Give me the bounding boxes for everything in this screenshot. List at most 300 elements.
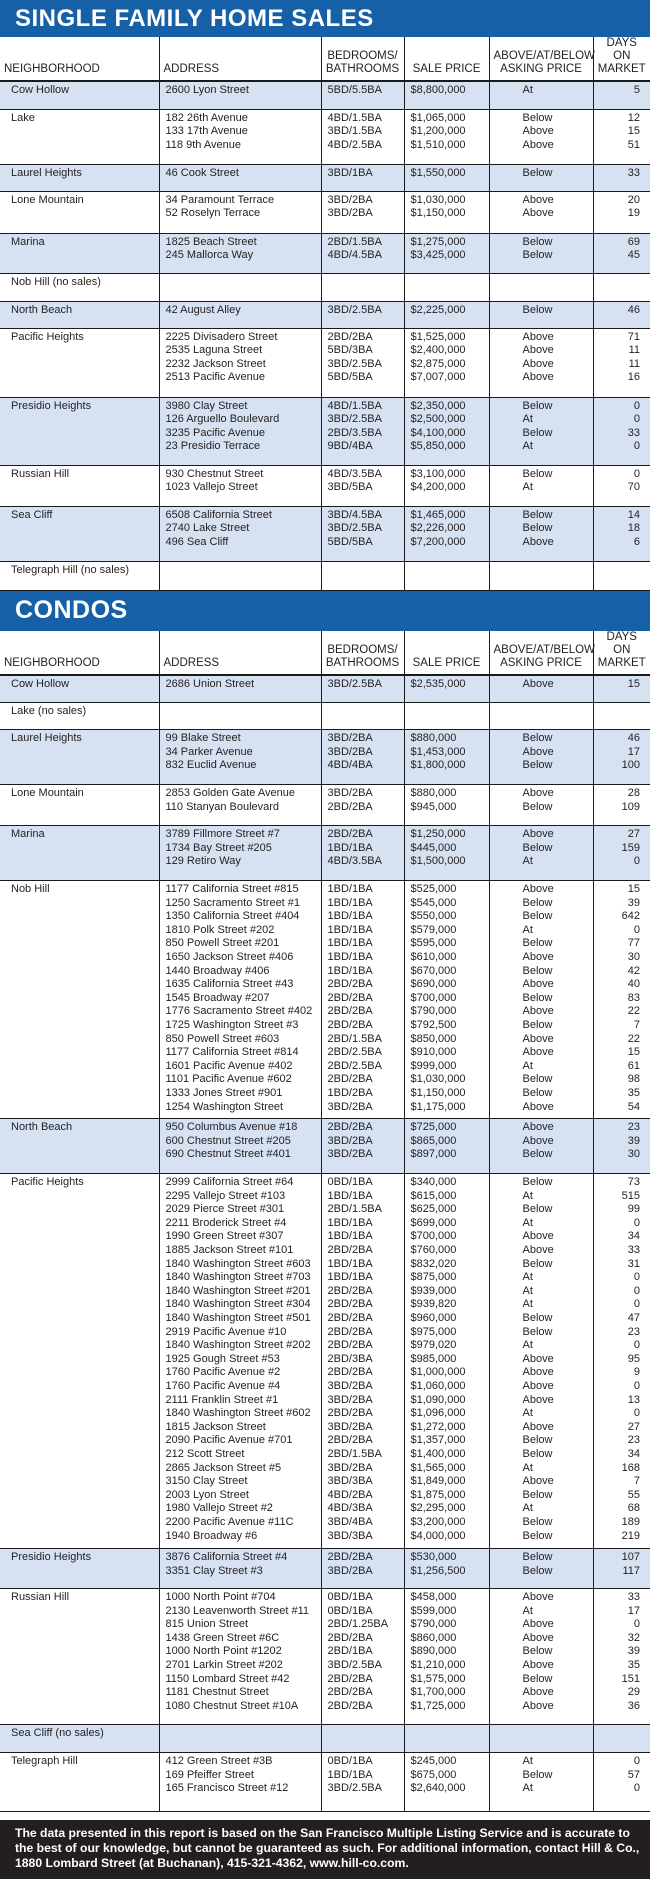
days-on-market: 151 bbox=[621, 1672, 640, 1685]
asking-comparison: At bbox=[522, 1755, 533, 1768]
asking-comparison: Below bbox=[522, 800, 553, 813]
sale-price: $910,000 bbox=[410, 1046, 457, 1059]
bed-bath: 1BD/1BA bbox=[327, 950, 373, 963]
bed-bath: 2BD/2BA bbox=[327, 1073, 373, 1086]
address: 690 Chestnut Street #401 bbox=[165, 1148, 291, 1161]
asking-comparison: At bbox=[522, 413, 533, 426]
asking-comparison: Below bbox=[522, 508, 553, 521]
sale-price: $3,425,000 bbox=[410, 249, 466, 262]
address: 2003 Lyon Street bbox=[165, 1488, 249, 1501]
address-cell bbox=[159, 1589, 321, 1725]
asking-comparison: Above bbox=[522, 1244, 554, 1257]
neighborhood-row bbox=[0, 1589, 650, 1725]
address: 2295 Vallejo Street #103 bbox=[165, 1189, 286, 1202]
asking-comparison: Above bbox=[522, 138, 554, 151]
asking-comparison: Below bbox=[522, 1564, 553, 1577]
days-on-market: 22 bbox=[627, 1005, 640, 1018]
days-on-market: 15 bbox=[627, 677, 640, 690]
days-on-market: 0 bbox=[633, 923, 640, 936]
address: 1080 Chestnut Street #10A bbox=[165, 1699, 299, 1712]
asking-comparison: Below bbox=[522, 303, 553, 316]
bed-bath: 2BD/2BA bbox=[327, 828, 373, 840]
bed-bath: 4BD/3BA bbox=[327, 1502, 373, 1515]
days-on-market: 117 bbox=[622, 1564, 640, 1577]
bedrooms-cell bbox=[321, 1753, 404, 1812]
days-on-market: 0 bbox=[633, 399, 640, 412]
asking-cell bbox=[489, 1174, 593, 1549]
price-cell bbox=[404, 561, 489, 590]
sale-price: $7,007,000 bbox=[410, 371, 466, 384]
address-cell bbox=[159, 1549, 321, 1589]
asking-comparison: Below bbox=[522, 467, 553, 480]
bedrooms-cell bbox=[321, 397, 404, 465]
days-on-market: 0 bbox=[633, 440, 640, 453]
price-cell bbox=[404, 826, 489, 881]
days-on-market: 30 bbox=[627, 1148, 640, 1161]
asking-comparison: Below bbox=[522, 964, 553, 977]
sale-price: $5,850,000 bbox=[410, 440, 466, 453]
bed-bath: 0BD/1BA bbox=[327, 1591, 373, 1604]
bed-bath: 2BD/2.5BA bbox=[327, 1046, 382, 1059]
bed-bath: 3BD/3BA bbox=[327, 1475, 373, 1488]
asking-comparison: Below bbox=[522, 1645, 553, 1658]
sale-price: $1,465,000 bbox=[410, 508, 466, 521]
asking-comparison: Below bbox=[522, 1257, 553, 1270]
column-header-line: ABOVE/AT/BELOW bbox=[493, 50, 595, 62]
asking-comparison: Below bbox=[522, 841, 553, 854]
bedrooms-cell bbox=[321, 1589, 404, 1725]
address: 2999 California Street #64 bbox=[165, 1176, 294, 1189]
neighborhood-name: Telegraph Hill (no sales) bbox=[0, 561, 159, 590]
days-on-market: 0 bbox=[633, 1782, 640, 1795]
column-header-days bbox=[593, 37, 650, 81]
neighborhood-row bbox=[0, 191, 650, 233]
sale-price: $445,000 bbox=[410, 841, 457, 854]
asking-cell bbox=[489, 164, 593, 191]
price-cell bbox=[404, 881, 489, 1119]
bed-bath: 2BD/2BA bbox=[327, 1018, 373, 1031]
address: 1885 Jackson Street #101 bbox=[165, 1244, 294, 1257]
days-on-market: 0 bbox=[633, 1298, 640, 1311]
asking-comparison: Above bbox=[522, 1380, 554, 1392]
price-cell bbox=[404, 703, 489, 730]
bed-bath: 3BD/2BA bbox=[327, 1148, 373, 1161]
address: 2130 Leavenworth Street #11 bbox=[165, 1604, 310, 1617]
bed-bath: 5BD/5BA bbox=[327, 535, 373, 548]
neighborhood-row bbox=[0, 164, 650, 191]
asking-cell bbox=[489, 465, 593, 506]
bed-bath: 2BD/1.5BA bbox=[327, 235, 382, 248]
address-cell bbox=[159, 703, 321, 730]
bed-bath: 2BD/1.25BA bbox=[327, 1618, 389, 1631]
neighborhood-name: Russian Hill bbox=[0, 1589, 159, 1725]
sale-price: $4,100,000 bbox=[410, 426, 466, 439]
sale-price: $1,060,000 bbox=[410, 1380, 466, 1392]
bed-bath: 1BD/1BA bbox=[327, 1271, 373, 1284]
days-on-market: 28 bbox=[627, 787, 640, 799]
sale-price: $1,500,000 bbox=[410, 855, 466, 868]
neighborhood-row bbox=[0, 826, 650, 881]
bed-bath: 5BD/5BA bbox=[327, 371, 373, 384]
price-cell bbox=[404, 109, 489, 164]
asking-comparison: Above bbox=[522, 1699, 554, 1712]
asking-comparison: Above bbox=[522, 1686, 554, 1699]
days-on-market: 16 bbox=[627, 371, 640, 384]
address: 1840 Washington Street #501 bbox=[165, 1312, 311, 1325]
days-on-market: 70 bbox=[627, 481, 640, 494]
sale-price: $1,200,000 bbox=[410, 125, 466, 138]
sale-price: $975,000 bbox=[410, 1325, 457, 1338]
address: 2111 Franklin Street #1 bbox=[165, 1393, 279, 1406]
bed-bath: 1BD/2BA bbox=[327, 1086, 373, 1099]
days-on-market: 11 bbox=[628, 344, 640, 357]
column-header-price bbox=[404, 37, 489, 81]
bed-bath: 3BD/2BA bbox=[327, 1393, 373, 1406]
neighborhood-row bbox=[0, 109, 650, 164]
bed-bath: 3BD/2.5BA bbox=[327, 522, 382, 535]
days-on-market: 0 bbox=[633, 855, 640, 868]
price-cell bbox=[404, 730, 489, 785]
bed-bath: 2BD/2BA bbox=[327, 1284, 373, 1297]
bed-bath: 4BD/3.5BA bbox=[327, 467, 382, 480]
sale-price: $860,000 bbox=[410, 1631, 457, 1644]
sale-price: $340,000 bbox=[410, 1176, 457, 1189]
sale-price: $2,875,000 bbox=[410, 357, 466, 370]
bed-bath: 2BD/3BA bbox=[327, 1352, 373, 1365]
days-cell bbox=[593, 109, 650, 164]
price-cell bbox=[404, 328, 489, 397]
bed-bath: 1BD/1BA bbox=[327, 923, 373, 936]
days-on-market: 642 bbox=[621, 910, 640, 923]
address: 2090 Pacific Avenue #701 bbox=[165, 1434, 293, 1447]
days-on-market: 68 bbox=[627, 1502, 640, 1515]
days-on-market: 0 bbox=[633, 1271, 640, 1284]
asking-comparison: At bbox=[522, 1782, 533, 1795]
days-on-market: 33 bbox=[627, 1591, 640, 1604]
sale-price: $4,000,000 bbox=[410, 1529, 466, 1542]
sale-price: $8,800,000 bbox=[410, 84, 466, 96]
column-header-line: ASKING PRICE bbox=[500, 656, 582, 669]
asking-cell bbox=[489, 81, 593, 109]
address: 1840 Washington Street #304 bbox=[165, 1298, 311, 1311]
address: 245 Mallorca Way bbox=[165, 249, 254, 262]
neighborhood-name: Telegraph Hill bbox=[0, 1753, 159, 1812]
days-on-market: 17 bbox=[627, 1604, 640, 1617]
sale-price: $1,256,500 bbox=[410, 1564, 466, 1577]
asking-cell bbox=[489, 273, 593, 301]
bedrooms-cell bbox=[321, 301, 404, 328]
bedrooms-cell bbox=[321, 1549, 404, 1589]
bed-bath: 4BD/2BA bbox=[327, 1488, 373, 1501]
address: 1150 Lombard Street #42 bbox=[165, 1672, 290, 1685]
asking-comparison: At bbox=[522, 84, 533, 96]
days-on-market: 109 bbox=[621, 800, 640, 813]
asking-comparison: Below bbox=[522, 1434, 553, 1447]
asking-comparison: Below bbox=[522, 1203, 553, 1216]
address: 2211 Broderick Street #4 bbox=[165, 1216, 287, 1229]
sale-price: $610,000 bbox=[410, 950, 457, 963]
days-on-market: 12 bbox=[627, 111, 640, 124]
asking-comparison: Above bbox=[522, 1100, 554, 1113]
days-on-market: 7 bbox=[633, 1475, 640, 1488]
address: 1635 California Street #43 bbox=[165, 978, 294, 991]
asking-comparison: Above bbox=[522, 1032, 554, 1045]
address: 1350 California Street #404 bbox=[165, 910, 300, 923]
bed-bath: 1BD/1BA bbox=[327, 896, 373, 909]
price-cell bbox=[404, 301, 489, 328]
days-cell bbox=[593, 506, 650, 561]
asking-cell bbox=[489, 109, 593, 164]
address: 6508 California Street bbox=[165, 508, 272, 521]
bed-bath: 2BD/2BA bbox=[327, 1005, 373, 1018]
column-header-neighborhood bbox=[0, 37, 159, 81]
address: 3789 Fillmore Street #7 bbox=[165, 828, 280, 840]
price-cell bbox=[404, 164, 489, 191]
table-body bbox=[0, 81, 650, 590]
bed-bath: 3BD/2BA bbox=[327, 1100, 373, 1113]
bedrooms-cell bbox=[321, 273, 404, 301]
bedrooms-cell bbox=[321, 233, 404, 273]
days-on-market: 19 bbox=[627, 207, 640, 220]
sales-table-sfh bbox=[0, 37, 650, 591]
bed-bath: 1BD/1BA bbox=[327, 910, 373, 923]
sale-price: $1,800,000 bbox=[410, 759, 466, 772]
neighborhood-row bbox=[0, 328, 650, 397]
column-header-text: ADDRESS bbox=[163, 656, 220, 669]
asking-comparison: Below bbox=[522, 759, 553, 772]
column-header-line: BATHROOMS bbox=[325, 63, 400, 75]
column-header-line: MARKET bbox=[597, 63, 646, 75]
days-on-market: 31 bbox=[627, 1257, 640, 1270]
days-on-market: 15 bbox=[627, 1046, 640, 1059]
asking-comparison: Below bbox=[522, 522, 553, 535]
address: 34 Paramount Terrace bbox=[165, 193, 275, 206]
days-on-market: 0 bbox=[633, 1407, 640, 1420]
bed-bath: 1BD/1BA bbox=[327, 1768, 373, 1781]
sale-price: $890,000 bbox=[410, 1645, 457, 1658]
days-on-market: 17 bbox=[627, 745, 640, 758]
sale-price: $760,000 bbox=[410, 1244, 457, 1257]
sale-price: $699,000 bbox=[410, 1216, 457, 1229]
sale-price: $865,000 bbox=[410, 1134, 457, 1147]
asking-comparison: Above bbox=[522, 1591, 554, 1604]
asking-comparison: Above bbox=[522, 950, 554, 963]
address: 850 Powell Street #201 bbox=[165, 937, 280, 950]
neighborhood-row bbox=[0, 785, 650, 826]
days-on-market: 515 bbox=[621, 1189, 640, 1202]
bed-bath: 2BD/1BA bbox=[327, 1645, 373, 1658]
price-cell bbox=[404, 465, 489, 506]
address: 1000 North Point #704 bbox=[165, 1591, 276, 1604]
address: 42 August Alley bbox=[165, 303, 241, 316]
address: 1734 Bay Street #205 bbox=[165, 841, 272, 854]
asking-comparison: Above bbox=[522, 1230, 554, 1243]
address: 1760 Pacific Avenue #2 bbox=[165, 1366, 281, 1379]
bed-bath: 2BD/2BA bbox=[327, 1244, 373, 1257]
bed-bath: 3BD/2BA bbox=[327, 193, 373, 206]
address: 2232 Jackson Street bbox=[165, 357, 266, 370]
price-cell bbox=[404, 1119, 489, 1174]
asking-cell bbox=[489, 826, 593, 881]
asking-comparison: Above bbox=[522, 1366, 554, 1379]
sale-price: $1,525,000 bbox=[410, 330, 466, 343]
bed-bath: 3BD/2.5BA bbox=[327, 1782, 382, 1795]
neighborhood-name: Pacific Heights bbox=[0, 328, 159, 397]
asking-cell bbox=[489, 1549, 593, 1589]
address: 1177 California Street #815 bbox=[165, 883, 299, 895]
bed-bath: 3BD/2BA bbox=[327, 787, 373, 799]
address: 212 Scott Street bbox=[165, 1447, 245, 1460]
sale-price: $525,000 bbox=[410, 883, 457, 895]
address-cell bbox=[159, 785, 321, 826]
bed-bath: 2BD/1.5BA bbox=[327, 1447, 382, 1460]
address: 1023 Vallejo Street bbox=[165, 481, 258, 494]
column-header-text: ADDRESS bbox=[163, 63, 220, 75]
sale-price: $1,030,000 bbox=[410, 1073, 466, 1086]
bedrooms-cell bbox=[321, 826, 404, 881]
sale-price: $1,510,000 bbox=[410, 138, 466, 151]
address: 99 Blake Street bbox=[165, 732, 241, 744]
bed-bath: 2BD/2BA bbox=[327, 1366, 373, 1379]
address: 1990 Green Street #307 bbox=[165, 1230, 284, 1243]
bed-bath: 1BD/1BA bbox=[327, 964, 373, 977]
days-cell bbox=[593, 1589, 650, 1725]
days-on-market: 159 bbox=[621, 841, 640, 854]
section-title-condo: CONDOS bbox=[0, 591, 650, 631]
table-header bbox=[0, 631, 650, 675]
address: 2740 Lake Street bbox=[165, 522, 250, 535]
bed-bath: 2BD/2BA bbox=[327, 1686, 373, 1699]
bedrooms-cell bbox=[321, 881, 404, 1119]
bedrooms-cell bbox=[321, 703, 404, 730]
bed-bath: 3BD/2BA bbox=[327, 745, 373, 758]
sale-price: $599,000 bbox=[410, 1604, 457, 1617]
address: 2686 Union Street bbox=[165, 677, 255, 690]
asking-comparison: Below bbox=[522, 399, 553, 412]
address-cell bbox=[159, 191, 321, 233]
price-cell bbox=[404, 785, 489, 826]
asking-cell bbox=[489, 881, 593, 1119]
days-on-market: 23 bbox=[627, 1434, 640, 1447]
asking-comparison: Above bbox=[522, 1352, 554, 1365]
neighborhood-row bbox=[0, 1174, 650, 1549]
address: 930 Chestnut Street bbox=[165, 467, 264, 480]
sale-price: $1,400,000 bbox=[410, 1447, 466, 1460]
days-on-market: 0 bbox=[633, 1755, 640, 1768]
neighborhood-row bbox=[0, 397, 650, 465]
price-cell bbox=[404, 675, 489, 703]
bed-bath: 2BD/2BA bbox=[327, 1121, 373, 1134]
days-on-market: 11 bbox=[628, 357, 640, 370]
sale-price: $670,000 bbox=[410, 964, 457, 977]
asking-comparison: Above bbox=[522, 125, 554, 138]
days-cell bbox=[593, 465, 650, 506]
bedrooms-cell bbox=[321, 328, 404, 397]
bedrooms-cell bbox=[321, 191, 404, 233]
bed-bath: 2BD/2BA bbox=[327, 1407, 373, 1420]
address: 2853 Golden Gate Avenue bbox=[165, 787, 295, 799]
asking-comparison: Above bbox=[522, 1631, 554, 1644]
bed-bath: 5BD/5.5BA bbox=[327, 84, 382, 96]
days-on-market: 46 bbox=[627, 303, 640, 316]
neighborhood-name: Russian Hill bbox=[0, 465, 159, 506]
address: 3235 Pacific Avenue bbox=[165, 426, 265, 439]
neighborhood-name: Lone Mountain bbox=[0, 785, 159, 826]
days-cell bbox=[593, 1174, 650, 1549]
neighborhood-row bbox=[0, 703, 650, 730]
asking-comparison: Below bbox=[522, 1148, 553, 1161]
asking-comparison: Below bbox=[522, 1551, 553, 1564]
address: 1000 North Point #1202 bbox=[165, 1645, 282, 1658]
asking-comparison: Below bbox=[522, 1488, 553, 1501]
days-on-market: 51 bbox=[627, 138, 640, 151]
neighborhood-name: Lake bbox=[0, 109, 159, 164]
days-on-market: 27 bbox=[627, 828, 640, 840]
address: 1440 Broadway #406 bbox=[165, 964, 270, 977]
address: 1254 Washington Street bbox=[165, 1100, 284, 1113]
sale-price: $2,350,000 bbox=[410, 399, 466, 412]
column-header-line: DAYS ON bbox=[606, 37, 637, 62]
days-on-market: 98 bbox=[627, 1073, 640, 1086]
asking-comparison: At bbox=[522, 855, 533, 868]
bed-bath: 1BD/1BA bbox=[327, 1257, 373, 1270]
bedrooms-cell bbox=[321, 1174, 404, 1549]
price-cell bbox=[404, 397, 489, 465]
address-cell bbox=[159, 328, 321, 397]
column-header-line: BEDROOMS/ bbox=[327, 50, 398, 62]
days-on-market: 42 bbox=[627, 964, 640, 977]
days-on-market: 33 bbox=[627, 166, 640, 179]
address: 34 Parker Avenue bbox=[165, 745, 253, 758]
asking-cell bbox=[489, 191, 593, 233]
sale-price: $530,000 bbox=[410, 1551, 457, 1564]
sale-price: $979,020 bbox=[410, 1339, 457, 1352]
asking-comparison: Below bbox=[522, 111, 553, 124]
address: 133 17th Avenue bbox=[165, 125, 248, 138]
column-header-text: NEIGHBORHOOD bbox=[4, 656, 100, 669]
neighborhood-row bbox=[0, 465, 650, 506]
asking-cell bbox=[489, 785, 593, 826]
days-cell bbox=[593, 1725, 650, 1753]
asking-comparison: Above bbox=[522, 1005, 554, 1018]
days-on-market: 0 bbox=[633, 1618, 640, 1631]
days-on-market: 77 bbox=[627, 937, 640, 950]
sale-price: $725,000 bbox=[410, 1121, 457, 1134]
sale-price: $2,500,000 bbox=[410, 413, 466, 426]
days-on-market: 100 bbox=[621, 759, 640, 772]
bed-bath: 3BD/3BA bbox=[327, 1529, 373, 1542]
address-cell bbox=[159, 233, 321, 273]
bed-bath: 3BD/2BA bbox=[327, 1420, 373, 1433]
address-cell bbox=[159, 506, 321, 561]
days-on-market: 61 bbox=[627, 1059, 640, 1072]
days-on-market: 23 bbox=[627, 1121, 640, 1134]
price-cell bbox=[404, 191, 489, 233]
bed-bath: 3BD/2BA bbox=[327, 1564, 373, 1577]
asking-comparison: At bbox=[522, 923, 533, 936]
address: 1925 Gough Street #53 bbox=[165, 1352, 280, 1365]
sale-price: $550,000 bbox=[410, 910, 457, 923]
bed-bath: 2BD/2BA bbox=[327, 1325, 373, 1338]
address: 1181 Chestnut Street bbox=[165, 1686, 269, 1699]
bedrooms-cell bbox=[321, 465, 404, 506]
asking-comparison: Above bbox=[522, 535, 554, 548]
address: 3876 California Street #4 bbox=[165, 1551, 288, 1564]
days-cell bbox=[593, 191, 650, 233]
bed-bath: 3BD/1BA bbox=[327, 166, 373, 179]
address: 1177 California Street #814 bbox=[165, 1046, 299, 1059]
sale-price: $1,090,000 bbox=[410, 1393, 466, 1406]
